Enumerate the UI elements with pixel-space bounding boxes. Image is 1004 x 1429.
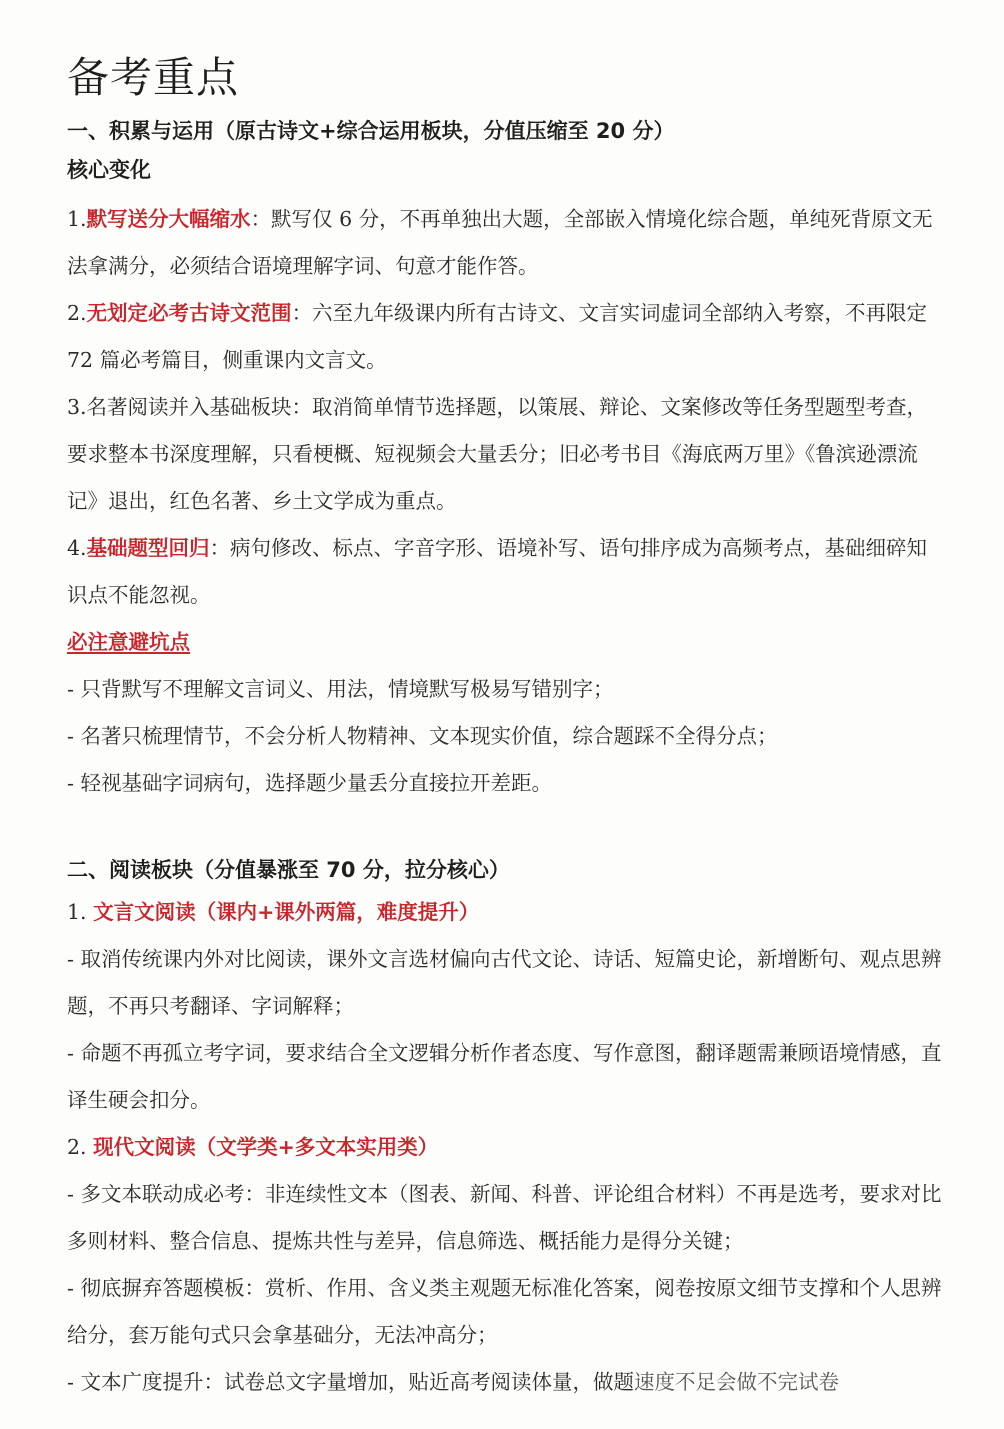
section-2-heading: 二、阅读板块（分值暴涨至 70 分，拉分核心）: [67, 858, 510, 882]
item-1-number: 1.: [67, 207, 87, 231]
reading-2-item: - 多文本联动成必考：非连续性文本（图表、新闻、科普、评论组合材料）不再是选考，要求对比多则材料、整合信息、提炼共性与差异，信息筛选、概括能力是得分关键；: [67, 1182, 942, 1253]
reading-2-item: - 彻底摒弃答题模板：赏析、作用、含义类主观题无标准化答案，阅卷按原文细节支撑和个人思辨给分，套万能句式只会拿基础分，无法冲高分；: [67, 1276, 942, 1347]
section-1-subheading: 核心变化: [67, 158, 151, 182]
pitfall-item: - 只背默写不理解文言词义、用法，情境默写极易写错别字；: [67, 677, 614, 701]
page-title: 备考重点: [67, 53, 240, 102]
reading-2-last-item: [67, 1359, 944, 1406]
pitfalls-heading: [67, 619, 944, 666]
reading-1-item: - 取消传统课内外对比阅读，课外文言选材偏向古代文论、诗话、短篇史论，新增断句、观点思辨题，不再只考翻译、字词解释；: [67, 947, 942, 1018]
item-3: 3.名著阅读并入基础板块：取消简单情节选择题，以策展、辩论、文案修改等任务型题型考查，要求整本书深度理解，只看梗概、短视频会大量丢分；旧必考书目《海底两万里》《鲁滨逊漂流记》退出，红色名著、乡土文学成为重点。: [67, 395, 928, 513]
reading-1-label: 文言文阅读（课内+课外两篇，难度提升）: [93, 900, 480, 924]
last-item-text-end: 速度不足会做不完试卷: [633, 1370, 839, 1394]
reading-1-item: - 命题不再孤立考字词，要求结合全文逻辑分析作者态度、写作意图，翻译题需兼顾语境情感，直译生硬会扣分。: [67, 1041, 942, 1112]
reading-1-title: [67, 889, 944, 936]
item-2-keyword: 无划定必考古诗文范围: [86, 301, 292, 325]
item-4-number: 4.: [67, 536, 87, 560]
reading-2-label: 现代文阅读（文学类+多文本实用类）: [93, 1135, 439, 1159]
reading-2-number: 2.: [67, 1135, 87, 1159]
pitfall-item: - 名著只梳理情节，不会分析人物精神、文本现实价值，综合题踩不全得分点；: [67, 724, 778, 748]
pitfall-item: - 轻视基础字词病句，选择题少量丢分直接拉开差距。: [67, 771, 552, 795]
pitfalls-title: 必注意避坑点: [67, 630, 190, 654]
item-1-keyword: 默写送分大幅缩水: [86, 207, 251, 231]
last-item-text: - 文本广度提升：试卷总文字量增加，贴近高考阅读体量，做题: [67, 1370, 634, 1394]
item-1: [67, 196, 944, 290]
reading-1-number: 1.: [67, 900, 87, 924]
section-1-heading: 一、积累与运用（原古诗文+综合运用板块，分值压缩至 20 分）: [67, 119, 675, 143]
section-gap: [67, 807, 944, 851]
item-2-number: 2.: [67, 301, 87, 325]
item-2-text: ：六至九年级课内所有古诗文、文言实词虚词全部纳入考察，不再限定 72 篇必考篇目，侧重课内文言文。: [67, 301, 934, 372]
item-2: [67, 290, 944, 384]
item-4-keyword: 基础题型回归: [86, 536, 210, 560]
reading-2-title: [67, 1124, 944, 1171]
item-4-text: ：病句修改、标点、字音字形、语境补写、语句排序成为高频考点，基础细碎知识点不能忽视。: [67, 536, 928, 607]
item-1-text: ：默写仅 6 分，不再单独出大题，全部嵌入情境化综合题，单纯死背原文无法拿满分，必须结合语境理解字词、句意才能作答。: [67, 207, 933, 278]
item-4: [67, 525, 944, 619]
